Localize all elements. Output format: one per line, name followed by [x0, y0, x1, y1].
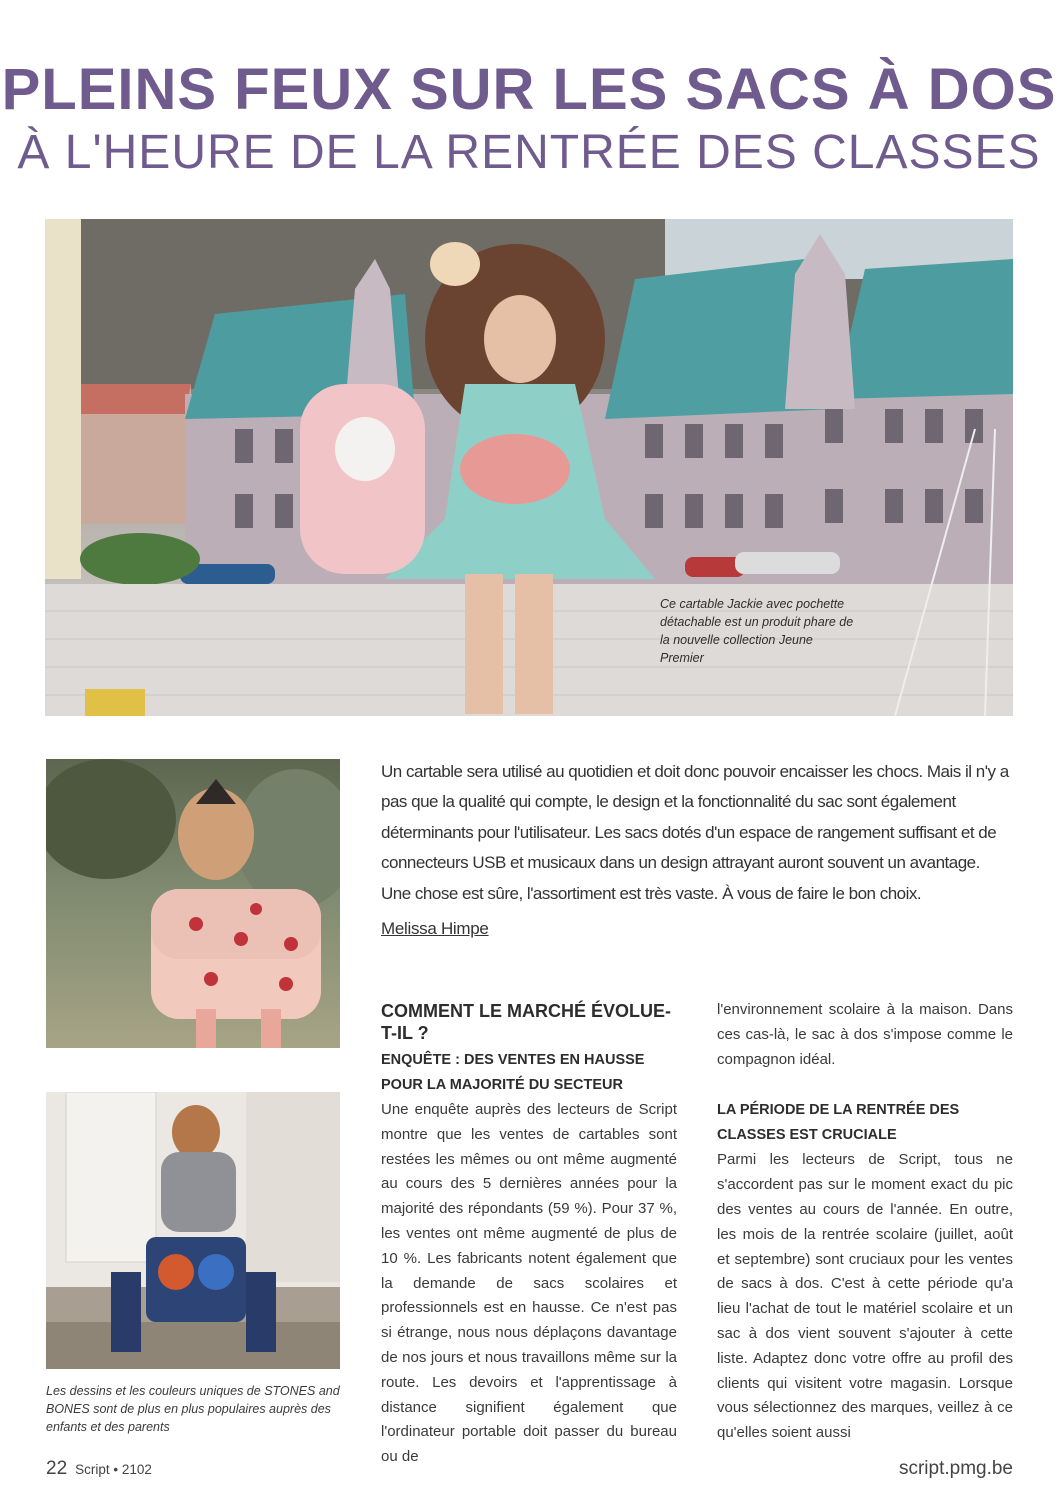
subheading-back-to-school: LA PÉRIODE DE LA RENTRÉE DES CLASSES EST CRUCIALE	[717, 1102, 960, 1144]
article-column-right	[717, 998, 1013, 1446]
hero-caption: Ce cartable Jackie avec pochette détachable est un produit phare de la nouvelle collection Jeune Premier	[660, 597, 854, 665]
photo-boy-schoolbag	[46, 1092, 340, 1369]
hero-photo	[45, 219, 1013, 716]
paragraph-survey-continued: l'environnement scolaire à la maison. Dans ces cas-là, le sac à dos s'impose comme le compagnon idéal.	[717, 1001, 1013, 1068]
footer-url-link[interactable]: script.pmg.be	[898, 1458, 1013, 1479]
page-number: 22	[46, 1458, 68, 1479]
author-link[interactable]: Melissa Himpe	[381, 919, 489, 938]
publication-issue: Script • 2102	[75, 1462, 152, 1477]
page-title: PLEINS FEUX SUR LES SACS À DOS	[1, 57, 1057, 122]
paragraph-survey: Une enquête auprès des lecteurs de Script montre que les ventes de cartables sont restées les mêmes ou ont même augmenté au cours des 5 dernières années pour la majorité des répondants (59 %). Pour 37 %, les ventes ont même augmenté de plus de 10 %. Les fabricants notent également que la demande de sacs scolaires et professionnels est en hausse. Ce n'est pas si étrange, nous nous déplaçons davantage de nos jours et nous travaillons même sur la route. Les devoirs et l'apprentissage à distance signifient également que l'ordinateur portable doit passer du bureau ou de	[381, 1101, 677, 1466]
intro-paragraph: Un cartable sera utilisé au quotidien et doit donc pouvoir encaisser les chocs. Mais il n'y a pas que la qualité qui compte, le design et la fonctionnalité du sac sont également déterminants pour l'utilisateur. Les sacs dotés d'un espace de rangement suffisant et de connecteurs USB et musicaux dans un design attrayant auront souvent un avantage. Une chose est sûre, l'assortiment est très vaste. À vous de faire le bon choix.	[381, 762, 1009, 903]
page-subtitle: À L'HEURE DE LA RENTRÉE DES CLASSES	[17, 126, 1041, 179]
side-photo-caption: Les dessins et les couleurs uniques de STONES and BONES sont de plus en plus populaires auprès des enfants et des parents	[46, 1384, 340, 1434]
paragraph-back-to-school: Parmi les lecteurs de Script, tous ne s'accordent pas sur le moment exact du pic des ventes au cours de l'année. En outre, les mois de la rentrée scolaire (juillet, août et septembre) sont cruciaux pour les ventes de sacs à dos. C'est à cette période qu'a lieu l'achat de tout le matériel scolaire et un sac à dos vient souvent s'ajouter à cette liste. Adaptez donc votre offre au profil des clients qui visitent votre magasin. Lorsque vous sélectionnez des marques, veillez à ce qu'elles soient aussi	[717, 1151, 1013, 1442]
photo-girl-backpack	[46, 759, 340, 1048]
article-column-left	[381, 998, 677, 1470]
hero-illustration	[45, 219, 1013, 716]
footer-page-info	[46, 1458, 152, 1480]
section-heading: COMMENT LE MARCHÉ ÉVOLUE-T-IL ?	[381, 1001, 671, 1043]
subheading-survey: ENQUÊTE : DES VENTES EN HAUSSE POUR LA MAJORITÉ DU SECTEUR	[381, 1052, 645, 1093]
